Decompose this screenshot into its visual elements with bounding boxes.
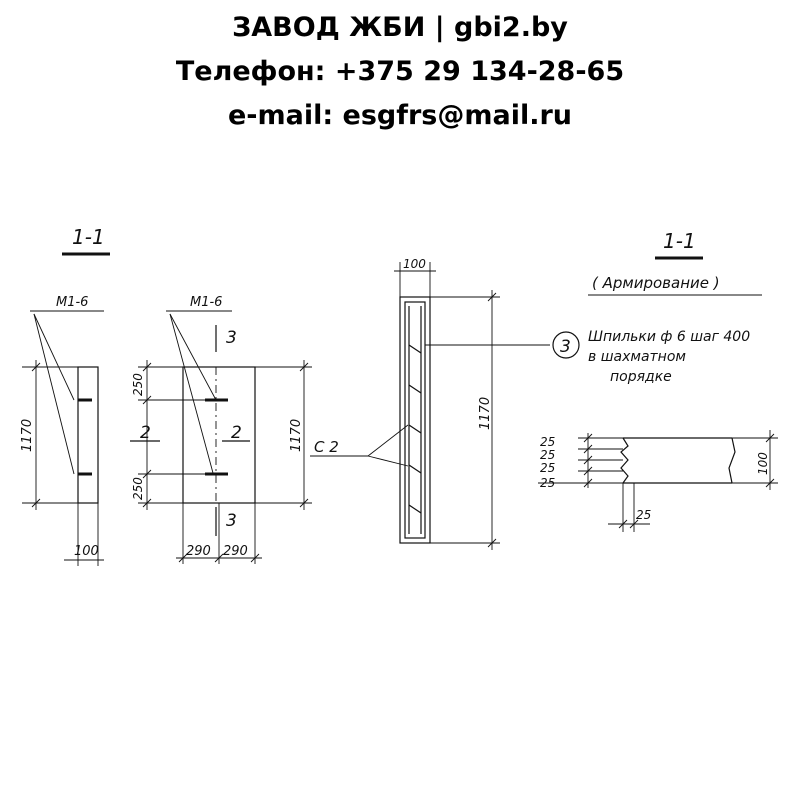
- callout-line-1: Шпильки ф 6 шаг 400: [588, 329, 751, 345]
- loop-label-left: М1-6: [56, 295, 89, 310]
- header-title: ЗАВОД ЖБИ | gbi2.by: [232, 12, 568, 43]
- dim-25-2: 25: [540, 448, 556, 462]
- reinforcement-section-view: [310, 257, 750, 550]
- section-label-right: 1-1: [663, 229, 696, 253]
- dim-1170-section: 1170: [478, 396, 493, 430]
- panel-edge-profile: [621, 438, 735, 483]
- mark-3-bottom: 3: [226, 511, 237, 531]
- dim-1170-facade: 1170: [289, 418, 304, 452]
- dim-25-1: 25: [540, 435, 556, 449]
- mark-2-right: 2: [231, 423, 242, 443]
- panel-facade-outline: [183, 367, 255, 503]
- dim-1170-left: 1170: [20, 418, 35, 452]
- callout-line-2: в шахматном: [588, 349, 686, 365]
- header-email: e-mail: esgfrs@mail.ru: [227, 100, 573, 131]
- mark-2-left: 2: [140, 423, 151, 443]
- dim-25-4: 25: [540, 476, 556, 490]
- dim-290-left: 290: [186, 544, 211, 559]
- dim-290-right: 290: [223, 544, 248, 559]
- frame-label: С 2: [314, 438, 339, 456]
- header-phone: Телефон: +375 29 134-28-65: [175, 56, 625, 87]
- section-note-right: ( Армирование ): [592, 274, 720, 292]
- dim-25-bottom: 25: [636, 508, 652, 522]
- dim-250-bottom: 250: [131, 477, 145, 500]
- loop-label-facade: М1-6: [190, 295, 223, 310]
- section-label-left: 1-1: [72, 225, 105, 249]
- dim-25-3: 25: [540, 461, 556, 475]
- facade-view: [130, 295, 312, 564]
- callout-number: 3: [560, 337, 571, 357]
- dim-250-top: 250: [131, 373, 145, 396]
- dim-100-left: 100: [74, 544, 99, 559]
- left-section-view: [20, 225, 110, 566]
- dim-100-right: 100: [756, 452, 770, 475]
- dim-100-section: 100: [403, 257, 426, 271]
- mark-3-top: 3: [226, 328, 237, 348]
- panel-thin-outline: [78, 367, 98, 503]
- callout-line-3: порядке: [610, 369, 672, 385]
